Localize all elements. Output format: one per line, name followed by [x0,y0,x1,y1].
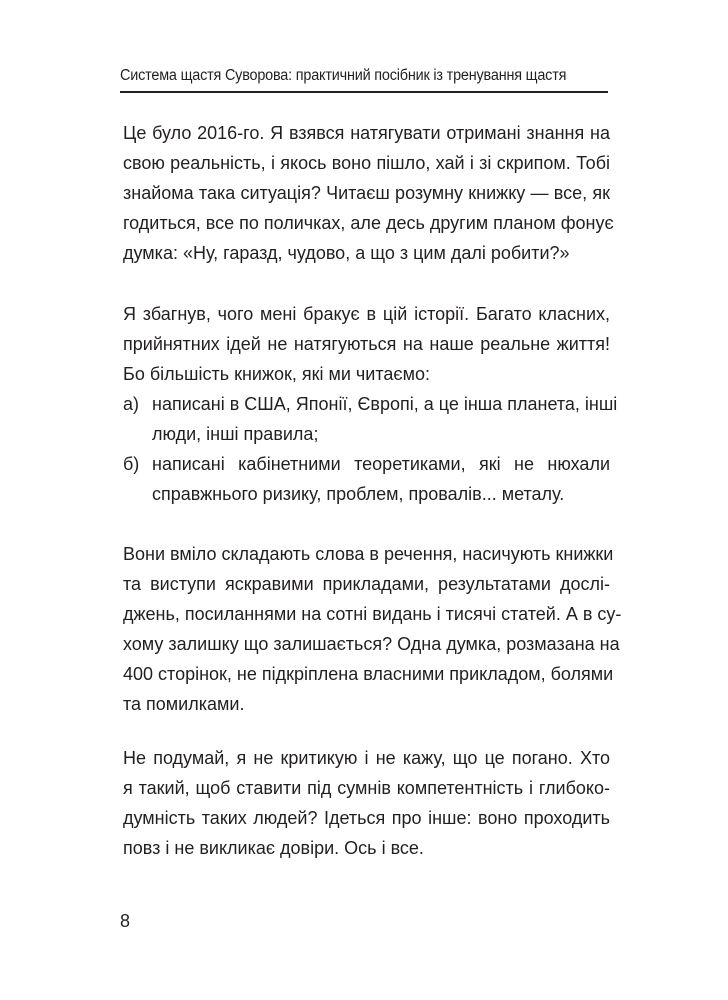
running-head-rule [120,91,608,93]
list-item-line: люди, інші правила; [152,424,319,444]
paragraph-1 [123,118,614,268]
paragraph-line: прийнятних ідей не натягуються на наше реальне життя! [123,334,610,354]
paragraph-line: годиться, все по поличках, але десь другим планом фонує [123,213,614,233]
paragraph-line: та помилками. [123,694,245,714]
paragraph-line: Вони вміло складають слова в речення, насичують книжки [123,544,614,564]
paragraph-line: я такий, щоб ставити під сумнів компетентність і глибоко- [123,778,610,798]
paragraph-3 [123,539,622,719]
paragraph-line: свою реальність, і якось воно пішло, хай і зі скрипом. Тобі [123,153,610,173]
paragraph-line: Бо більшість книжок, які ми читаємо: [123,364,430,384]
list-item-line: написані в США, Японії, Європі, а це інша планета, інші [152,394,618,414]
list-marker: б) [123,454,140,474]
paragraph-line: повз і не викликає довіри. Ось і все. [123,838,424,858]
paragraph-line: та виступи яскравими прикладами, результатами дослі- [123,574,610,594]
paragraph-line: думність таких людей? Ідеться про інше: воно проходить [123,808,610,828]
paragraph-line: Я збагнув, чого мені бракує в цій історії. Багато класних, [123,304,610,324]
paragraph-line: Це було 2016-го. Я взявся натягувати отримані знання на [123,123,610,143]
paragraph-4 [123,743,610,863]
paragraph-line: джень, посиланнями на сотні видань і тисячі статей. А в су- [123,604,622,624]
page-number: 8 [120,911,131,931]
paragraph-2 [123,299,618,509]
paragraph-line: 400 сторінок, не підкріплена власними прикладом, болями [123,664,614,684]
list-item [123,389,618,449]
list-marker: а) [123,394,140,414]
list-item [123,449,610,509]
running-head: Система щастя Суворова: практичний посібник із тренування щастя [120,67,567,84]
list-item-line: написані кабінетними теоретиками, які не нюхали [152,454,610,474]
list-item-line: справжнього ризику, проблем, провалів... металу. [152,484,565,504]
paragraph-line: думка: «Ну, гаразд, чудово, а що з цим далі робити?» [123,243,570,263]
paragraph-line: хому залишку що залишається? Одна думка, розмазана на [123,634,620,654]
paragraph-line: знайома така ситуація? Читаєш розумну книжку — все, як [123,183,610,203]
paragraph-line: Не подумай, я не критикую і не кажу, що це погано. Хто [123,748,610,768]
